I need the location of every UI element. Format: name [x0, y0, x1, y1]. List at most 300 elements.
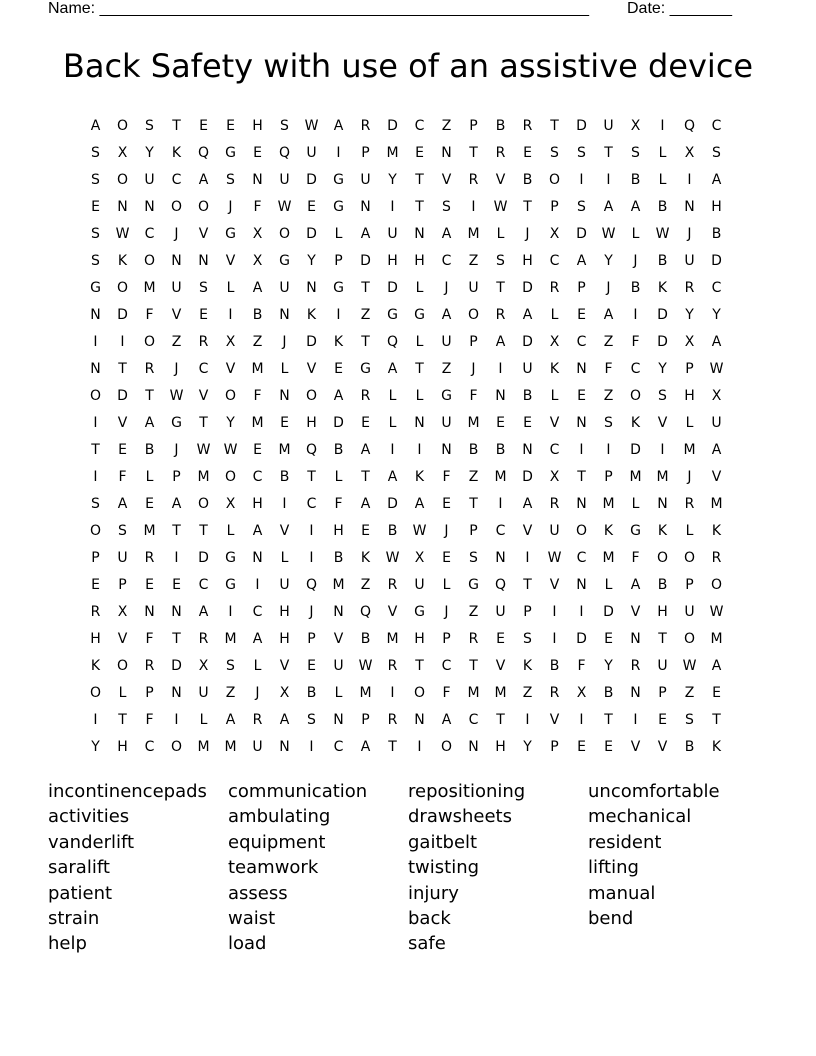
grid-letter[interactable]: G	[225, 577, 236, 593]
grid-letter[interactable]: S	[604, 415, 613, 431]
grid-letter[interactable]: O	[170, 739, 183, 755]
grid-letter[interactable]: S	[550, 145, 559, 161]
grid-letter[interactable]: C	[171, 172, 182, 188]
grid-letter[interactable]: X	[549, 469, 560, 485]
grid-letter[interactable]: N	[360, 199, 371, 215]
grid-letter[interactable]: G	[333, 199, 344, 215]
grid-letter[interactable]: K	[630, 415, 641, 431]
grid-letter[interactable]: I	[93, 334, 98, 350]
grid-letter[interactable]: M	[710, 631, 723, 647]
grid-letter[interactable]: X	[414, 550, 425, 566]
grid-letter[interactable]: H	[684, 388, 695, 404]
grid-letter[interactable]: I	[309, 523, 314, 539]
grid-letter[interactable]: O	[629, 388, 642, 404]
grid-letter[interactable]: V	[198, 388, 209, 404]
grid-letter[interactable]: P	[577, 280, 586, 296]
grid-letter[interactable]: S	[91, 253, 100, 269]
grid-letter[interactable]: I	[633, 307, 638, 323]
grid-letter[interactable]: N	[144, 604, 155, 620]
grid-letter[interactable]: T	[388, 739, 397, 755]
grid-letter[interactable]: E	[361, 523, 370, 539]
grid-letter[interactable]: P	[469, 118, 478, 134]
grid-letter[interactable]: T	[415, 658, 424, 674]
grid-letter[interactable]: X	[630, 118, 641, 134]
grid-letter[interactable]: O	[548, 172, 561, 188]
grid-letter[interactable]: H	[90, 631, 101, 647]
grid-letter[interactable]: K	[117, 253, 128, 269]
grid-letter[interactable]: P	[172, 469, 181, 485]
grid-letter[interactable]: F	[118, 469, 127, 485]
grid-letter[interactable]: T	[361, 334, 370, 350]
grid-letter[interactable]: M	[251, 415, 264, 431]
grid-letter[interactable]: M	[197, 469, 210, 485]
grid-letter[interactable]: N	[144, 199, 155, 215]
grid-letter[interactable]: P	[469, 334, 478, 350]
grid-letter[interactable]: X	[684, 145, 695, 161]
grid-letter[interactable]: L	[199, 712, 208, 728]
grid-letter[interactable]: J	[282, 334, 287, 350]
grid-letter[interactable]: X	[549, 226, 560, 242]
grid-letter[interactable]: A	[603, 199, 614, 215]
grid-letter[interactable]: U	[711, 415, 722, 431]
grid-letter[interactable]: D	[387, 118, 398, 134]
grid-letter[interactable]: Y	[604, 658, 613, 674]
grid-letter[interactable]: Y	[388, 172, 397, 188]
grid-letter[interactable]: T	[307, 469, 316, 485]
grid-letter[interactable]: V	[225, 253, 236, 269]
grid-letter[interactable]: W	[412, 523, 427, 539]
grid-letter[interactable]: G	[279, 253, 290, 269]
grid-letter[interactable]: S	[280, 118, 289, 134]
grid-letter[interactable]: O	[413, 685, 426, 701]
grid-letter[interactable]: E	[496, 415, 505, 431]
grid-letter[interactable]: E	[199, 118, 208, 134]
grid-letter[interactable]: U	[549, 523, 560, 539]
grid-letter[interactable]: L	[253, 658, 262, 674]
grid-letter[interactable]: J	[444, 523, 449, 539]
grid-letter[interactable]: J	[174, 361, 179, 377]
grid-letter[interactable]: L	[334, 226, 343, 242]
grid-letter[interactable]: I	[228, 604, 233, 620]
grid-letter[interactable]: O	[116, 658, 129, 674]
grid-letter[interactable]: U	[360, 172, 371, 188]
grid-letter[interactable]: A	[333, 118, 344, 134]
grid-letter[interactable]: I	[660, 118, 665, 134]
grid-letter[interactable]: E	[280, 415, 289, 431]
grid-letter[interactable]: M	[386, 631, 399, 647]
grid-letter[interactable]: T	[172, 118, 181, 134]
grid-letter[interactable]: X	[549, 334, 560, 350]
grid-letter[interactable]: U	[441, 415, 452, 431]
grid-letter[interactable]: A	[414, 496, 425, 512]
grid-letter[interactable]: I	[93, 415, 98, 431]
grid-letter[interactable]: D	[576, 118, 587, 134]
grid-letter[interactable]: S	[91, 226, 100, 242]
grid-letter[interactable]: V	[387, 604, 398, 620]
grid-letter[interactable]: I	[93, 712, 98, 728]
grid-letter[interactable]: Z	[468, 604, 479, 620]
grid-letter[interactable]: M	[224, 631, 237, 647]
grid-letter[interactable]: C	[306, 496, 317, 512]
grid-letter[interactable]: A	[252, 280, 263, 296]
grid-letter[interactable]: O	[683, 631, 696, 647]
grid-letter[interactable]: S	[226, 658, 235, 674]
grid-letter[interactable]: D	[306, 334, 317, 350]
grid-letter[interactable]: I	[390, 685, 395, 701]
grid-letter[interactable]: J	[174, 226, 179, 242]
grid-letter[interactable]: A	[252, 631, 263, 647]
grid-letter[interactable]: L	[415, 280, 424, 296]
grid-letter[interactable]: J	[444, 604, 449, 620]
grid-letter[interactable]: N	[414, 415, 425, 431]
grid-letter[interactable]: H	[414, 631, 425, 647]
grid-letter[interactable]: A	[630, 577, 641, 593]
grid-letter[interactable]: V	[549, 415, 560, 431]
grid-letter[interactable]: R	[360, 118, 371, 134]
grid-letter[interactable]: T	[118, 712, 127, 728]
grid-letter[interactable]: D	[522, 469, 533, 485]
grid-letter[interactable]: A	[171, 496, 182, 512]
grid-letter[interactable]: C	[711, 280, 722, 296]
grid-letter[interactable]: N	[171, 604, 182, 620]
grid-letter[interactable]: D	[117, 388, 128, 404]
grid-letter[interactable]: I	[552, 631, 557, 647]
grid-letter[interactable]: X	[117, 145, 128, 161]
grid-letter[interactable]: T	[415, 361, 424, 377]
grid-letter[interactable]: S	[91, 172, 100, 188]
grid-letter[interactable]: N	[495, 388, 506, 404]
grid-letter[interactable]: T	[145, 388, 154, 404]
grid-letter[interactable]: P	[685, 361, 694, 377]
grid-letter[interactable]: M	[251, 361, 264, 377]
grid-letter[interactable]: A	[711, 442, 722, 458]
grid-letter[interactable]: T	[361, 469, 370, 485]
grid-letter[interactable]: P	[550, 199, 559, 215]
grid-letter[interactable]: F	[145, 307, 154, 323]
grid-letter[interactable]: T	[172, 523, 181, 539]
grid-letter[interactable]: M	[359, 685, 372, 701]
grid-letter[interactable]: R	[684, 280, 695, 296]
grid-letter[interactable]: E	[91, 577, 100, 593]
name-field[interactable]: Name: _______________________________________________________	[48, 0, 589, 17]
grid-letter[interactable]: I	[282, 496, 287, 512]
grid-letter[interactable]: V	[117, 631, 128, 647]
grid-letter[interactable]: X	[252, 226, 263, 242]
grid-letter[interactable]: W	[169, 388, 184, 404]
grid-letter[interactable]: B	[279, 469, 290, 485]
grid-letter[interactable]: O	[197, 496, 210, 512]
grid-letter[interactable]: M	[143, 280, 156, 296]
grid-letter[interactable]: B	[657, 253, 668, 269]
grid-letter[interactable]: T	[469, 145, 478, 161]
grid-letter[interactable]: L	[685, 415, 694, 431]
grid-letter[interactable]: G	[90, 280, 101, 296]
grid-letter[interactable]: F	[442, 685, 451, 701]
grid-letter[interactable]: B	[549, 658, 560, 674]
grid-letter[interactable]: N	[279, 739, 290, 755]
grid-letter[interactable]: O	[656, 550, 669, 566]
date-field[interactable]: Date: _______	[627, 0, 732, 17]
grid-letter[interactable]: P	[658, 685, 667, 701]
grid-letter[interactable]: R	[684, 496, 695, 512]
grid-letter[interactable]: G	[441, 388, 452, 404]
grid-letter[interactable]: C	[711, 118, 722, 134]
grid-letter[interactable]: Y	[145, 145, 154, 161]
grid-letter[interactable]: W	[115, 226, 130, 242]
grid-letter[interactable]: H	[333, 523, 344, 539]
grid-letter[interactable]: E	[361, 415, 370, 431]
grid-letter[interactable]: X	[225, 496, 236, 512]
grid-letter[interactable]: W	[493, 199, 508, 215]
grid-letter[interactable]: O	[575, 523, 588, 539]
grid-letter[interactable]: Z	[360, 307, 371, 323]
grid-letter[interactable]: O	[89, 388, 102, 404]
grid-letter[interactable]: T	[523, 199, 532, 215]
grid-letter[interactable]: K	[333, 334, 344, 350]
grid-letter[interactable]: S	[577, 199, 586, 215]
grid-letter[interactable]: Q	[305, 577, 318, 593]
grid-letter[interactable]: J	[174, 442, 179, 458]
grid-letter[interactable]: U	[441, 334, 452, 350]
grid-letter[interactable]: C	[441, 658, 452, 674]
grid-letter[interactable]: G	[387, 307, 398, 323]
grid-letter[interactable]: H	[252, 496, 263, 512]
grid-letter[interactable]: L	[334, 685, 343, 701]
grid-letter[interactable]: H	[657, 604, 668, 620]
grid-letter[interactable]: M	[278, 442, 291, 458]
grid-letter[interactable]: D	[387, 280, 398, 296]
grid-letter[interactable]: S	[496, 253, 505, 269]
grid-letter[interactable]: S	[658, 388, 667, 404]
grid-letter[interactable]: G	[225, 226, 236, 242]
grid-letter[interactable]: A	[522, 307, 533, 323]
grid-letter[interactable]: G	[333, 280, 344, 296]
grid-letter[interactable]: W	[655, 226, 670, 242]
grid-letter[interactable]: E	[172, 577, 181, 593]
grid-letter[interactable]: N	[576, 496, 587, 512]
grid-letter[interactable]: G	[414, 604, 425, 620]
grid-letter[interactable]: L	[226, 280, 235, 296]
grid-letter[interactable]: R	[252, 712, 263, 728]
grid-letter[interactable]: J	[471, 361, 476, 377]
grid-letter[interactable]: A	[576, 253, 587, 269]
grid-letter[interactable]: F	[631, 550, 640, 566]
grid-letter[interactable]: A	[333, 388, 344, 404]
grid-letter[interactable]: U	[252, 739, 263, 755]
grid-letter[interactable]: J	[687, 469, 692, 485]
grid-letter[interactable]: V	[171, 307, 182, 323]
grid-letter[interactable]: Y	[523, 739, 532, 755]
grid-letter[interactable]: A	[360, 739, 371, 755]
grid-letter[interactable]: D	[522, 334, 533, 350]
grid-letter[interactable]: I	[579, 712, 584, 728]
grid-letter[interactable]: B	[657, 577, 668, 593]
grid-letter[interactable]: J	[444, 280, 449, 296]
grid-letter[interactable]: B	[387, 523, 398, 539]
grid-letter[interactable]: U	[333, 658, 344, 674]
grid-letter[interactable]: M	[683, 442, 696, 458]
grid-letter[interactable]: B	[684, 739, 695, 755]
grid-letter[interactable]: R	[360, 388, 371, 404]
grid-letter[interactable]: C	[414, 118, 425, 134]
grid-letter[interactable]: Z	[468, 469, 479, 485]
grid-letter[interactable]: I	[336, 307, 341, 323]
grid-letter[interactable]: U	[684, 253, 695, 269]
grid-letter[interactable]: L	[280, 361, 289, 377]
grid-letter[interactable]: O	[305, 388, 318, 404]
grid-letter[interactable]: R	[144, 361, 155, 377]
grid-letter[interactable]: I	[579, 442, 584, 458]
grid-letter[interactable]: V	[306, 361, 317, 377]
grid-letter[interactable]: Y	[685, 307, 694, 323]
grid-letter[interactable]: L	[415, 334, 424, 350]
grid-letter[interactable]: A	[360, 226, 371, 242]
grid-letter[interactable]: L	[550, 388, 559, 404]
grid-letter[interactable]: X	[576, 685, 587, 701]
grid-letter[interactable]: C	[441, 253, 452, 269]
grid-letter[interactable]: M	[386, 145, 399, 161]
grid-letter[interactable]: A	[117, 496, 128, 512]
grid-letter[interactable]: Q	[359, 604, 372, 620]
grid-letter[interactable]: Z	[441, 118, 452, 134]
grid-letter[interactable]: U	[279, 280, 290, 296]
grid-letter[interactable]: F	[253, 388, 262, 404]
grid-letter[interactable]: E	[658, 712, 667, 728]
grid-letter[interactable]: L	[334, 469, 343, 485]
grid-letter[interactable]: G	[171, 415, 182, 431]
grid-letter[interactable]: H	[711, 199, 722, 215]
grid-letter[interactable]: I	[525, 712, 530, 728]
grid-letter[interactable]: N	[90, 307, 101, 323]
grid-letter[interactable]: O	[89, 523, 102, 539]
grid-letter[interactable]: G	[225, 145, 236, 161]
grid-letter[interactable]: U	[603, 118, 614, 134]
grid-letter[interactable]: K	[711, 739, 722, 755]
grid-letter[interactable]: Q	[278, 145, 291, 161]
grid-letter[interactable]: V	[522, 523, 533, 539]
grid-letter[interactable]: M	[629, 469, 642, 485]
grid-letter[interactable]: T	[415, 199, 424, 215]
grid-letter[interactable]: E	[145, 577, 154, 593]
grid-letter[interactable]: H	[306, 415, 317, 431]
grid-letter[interactable]: S	[442, 199, 451, 215]
grid-letter[interactable]: V	[549, 577, 560, 593]
grid-letter[interactable]: K	[171, 145, 182, 161]
grid-letter[interactable]: Y	[604, 253, 613, 269]
grid-letter[interactable]: I	[579, 172, 584, 188]
grid-letter[interactable]: I	[525, 550, 530, 566]
grid-letter[interactable]: D	[306, 226, 317, 242]
grid-letter[interactable]: R	[495, 307, 506, 323]
grid-letter[interactable]: R	[495, 145, 506, 161]
grid-letter[interactable]: L	[226, 523, 235, 539]
grid-letter[interactable]: F	[334, 496, 343, 512]
grid-letter[interactable]: E	[334, 361, 343, 377]
grid-letter[interactable]: O	[467, 307, 480, 323]
grid-letter[interactable]: T	[172, 631, 181, 647]
grid-letter[interactable]: Q	[683, 118, 696, 134]
grid-letter[interactable]: E	[145, 496, 154, 512]
grid-letter[interactable]: M	[710, 496, 723, 512]
grid-letter[interactable]: G	[468, 577, 479, 593]
grid-letter[interactable]: P	[604, 469, 613, 485]
grid-letter[interactable]: L	[658, 145, 667, 161]
grid-letter[interactable]: I	[579, 604, 584, 620]
grid-letter[interactable]: R	[387, 577, 398, 593]
grid-letter[interactable]: N	[576, 577, 587, 593]
grid-letter[interactable]: A	[279, 712, 290, 728]
grid-letter[interactable]: T	[469, 496, 478, 512]
grid-letter[interactable]: E	[199, 307, 208, 323]
grid-letter[interactable]: F	[604, 361, 613, 377]
grid-letter[interactable]: N	[684, 199, 695, 215]
grid-letter[interactable]: D	[117, 307, 128, 323]
grid-letter[interactable]: N	[90, 361, 101, 377]
grid-letter[interactable]: T	[496, 280, 505, 296]
grid-letter[interactable]: U	[306, 145, 317, 161]
grid-letter[interactable]: I	[174, 550, 179, 566]
grid-letter[interactable]: R	[387, 712, 398, 728]
grid-letter[interactable]: N	[117, 199, 128, 215]
grid-letter[interactable]: S	[523, 631, 532, 647]
grid-letter[interactable]: E	[307, 199, 316, 215]
grid-letter[interactable]: U	[144, 172, 155, 188]
grid-letter[interactable]: X	[279, 685, 290, 701]
grid-letter[interactable]: W	[682, 658, 697, 674]
grid-letter[interactable]: I	[687, 172, 692, 188]
grid-letter[interactable]: Q	[197, 145, 210, 161]
grid-letter[interactable]: T	[469, 658, 478, 674]
grid-letter[interactable]: R	[549, 496, 560, 512]
grid-letter[interactable]: L	[388, 388, 397, 404]
grid-letter[interactable]: R	[144, 550, 155, 566]
grid-letter[interactable]: V	[657, 739, 668, 755]
grid-letter[interactable]: P	[550, 739, 559, 755]
grid-letter[interactable]: K	[306, 307, 317, 323]
grid-letter[interactable]: R	[711, 550, 722, 566]
grid-letter[interactable]: S	[91, 496, 100, 512]
grid-letter[interactable]: A	[360, 496, 371, 512]
grid-letter[interactable]: N	[522, 442, 533, 458]
grid-letter[interactable]: D	[576, 226, 587, 242]
grid-letter[interactable]: Q	[494, 577, 507, 593]
grid-letter[interactable]: A	[630, 199, 641, 215]
grid-letter[interactable]: G	[333, 172, 344, 188]
grid-letter[interactable]: I	[417, 442, 422, 458]
grid-letter[interactable]: I	[390, 442, 395, 458]
grid-letter[interactable]: A	[711, 334, 722, 350]
grid-letter[interactable]: I	[417, 739, 422, 755]
grid-letter[interactable]: N	[414, 712, 425, 728]
grid-letter[interactable]: W	[709, 361, 724, 377]
grid-letter[interactable]: A	[711, 658, 722, 674]
grid-letter[interactable]: A	[441, 226, 452, 242]
grid-letter[interactable]: S	[145, 118, 154, 134]
grid-letter[interactable]: F	[442, 469, 451, 485]
grid-letter[interactable]: S	[226, 172, 235, 188]
grid-letter[interactable]: N	[252, 172, 263, 188]
grid-letter[interactable]: M	[494, 685, 507, 701]
grid-letter[interactable]: D	[333, 415, 344, 431]
grid-letter[interactable]: W	[304, 118, 319, 134]
grid-letter[interactable]: W	[547, 550, 562, 566]
grid-letter[interactable]: I	[390, 199, 395, 215]
grid-letter[interactable]: B	[522, 388, 533, 404]
grid-letter[interactable]: E	[577, 388, 586, 404]
grid-letter[interactable]: T	[577, 469, 586, 485]
grid-letter[interactable]: K	[414, 469, 425, 485]
grid-letter[interactable]: R	[468, 172, 479, 188]
